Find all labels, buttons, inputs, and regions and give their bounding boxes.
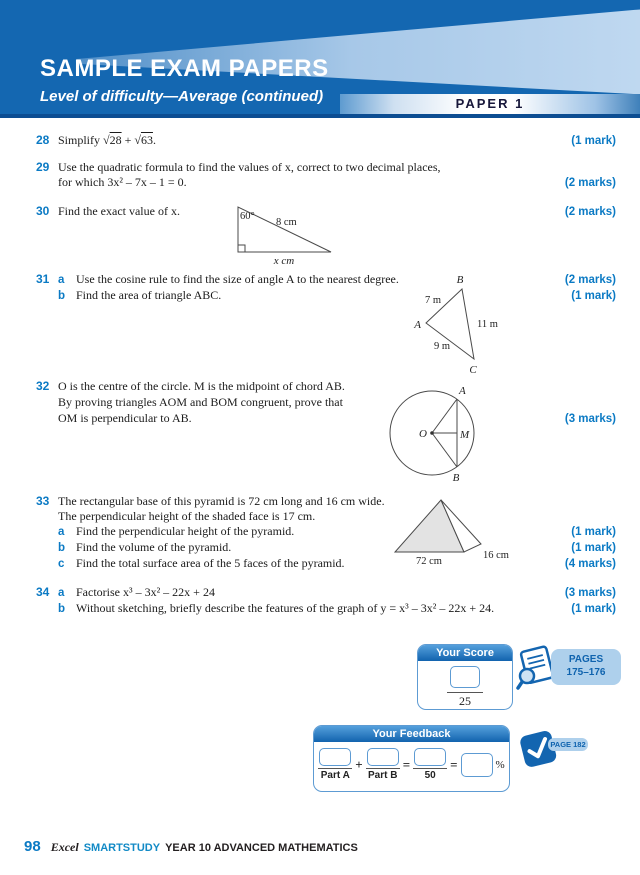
paper-label: PAPER 1 [455, 96, 525, 111]
part-letter: b [58, 603, 66, 615]
question-row [36, 394, 616, 410]
marks: (4 marks) [564, 558, 616, 570]
your-score-box [417, 644, 513, 710]
part-a-fraction [318, 748, 352, 781]
marks: (2 marks) [564, 177, 616, 189]
question-text: Find the area of triangle ABC. [76, 288, 222, 302]
centre-o-label: O [419, 428, 427, 440]
part-letter: a [58, 587, 65, 599]
centre-dot [430, 431, 434, 435]
marks: (1 mark) [571, 526, 616, 538]
percent-entry-box [461, 753, 493, 777]
page-title: SAMPLE EXAM PAPERS [40, 55, 329, 82]
radicand: 63 [140, 133, 153, 147]
text-segment: + √ [121, 133, 141, 147]
question-text: for which 3x² – 7x – 1 = 0. [58, 175, 187, 189]
fraction-bar [318, 768, 352, 769]
pages-reference-badge [551, 649, 621, 685]
total-denominator: 50 [424, 770, 436, 781]
radicand: 28 [109, 133, 122, 147]
question-text: Without sketching, briefly describe the features of the graph of y = x³ – 3x² – 22x + 24. [76, 601, 495, 615]
marks: (1 mark) [571, 542, 616, 554]
question-text: OM is perpendicular to AB. [58, 411, 192, 425]
side-ab-label: 7 m [424, 295, 441, 306]
score-box-header: Your Score [418, 645, 512, 661]
brand-excel: Excel [50, 840, 79, 854]
question-row [36, 288, 616, 304]
vertex-a-label: A [414, 319, 421, 331]
question-row [36, 378, 616, 394]
score-entry-box [450, 666, 480, 688]
question-text: By proving triangles AOM and BOM congruent, prove that [58, 395, 343, 409]
score-denominator: 25 [459, 694, 471, 708]
pyramid-diagram [386, 494, 521, 572]
question-text: The rectangular base of this pyramid is 72 cm long and 16 cm wide. [58, 494, 385, 508]
header-divider [0, 114, 640, 118]
question-28 [36, 133, 616, 149]
question-29 [36, 160, 616, 191]
part-letter: b [58, 290, 66, 302]
radius-oa [432, 399, 457, 433]
marks: (3 marks) [564, 413, 616, 425]
series-title: YEAR 10 ADVANCED MATHEMATICS [165, 842, 358, 854]
your-feedback-box [313, 725, 510, 792]
question-text: Find the exact value of x. [58, 204, 180, 218]
question-row [36, 160, 616, 175]
total-entry-box [414, 748, 446, 766]
question-row [36, 540, 616, 556]
part-letter: a [58, 526, 65, 538]
part-b-label: Part B [367, 770, 398, 781]
side-ac-label: 9 m [433, 341, 451, 352]
question-number: 33 [36, 494, 50, 508]
point-b-label: B [452, 472, 460, 484]
question-text [58, 133, 563, 148]
marks: (1 mark) [571, 135, 616, 147]
question-number: 32 [36, 379, 50, 393]
midpoint-m-label: M [460, 429, 470, 441]
triangle-abc-diagram [398, 272, 513, 380]
total-fraction [413, 748, 447, 781]
question-row [36, 509, 616, 524]
brand-smartstudy: SMARTSTUDY [83, 842, 161, 854]
question-row [36, 524, 616, 540]
page-subtitle: Level of difficulty—Average (continued) [40, 88, 324, 105]
part-letter: c [58, 558, 65, 570]
question-text: O is the centre of the circle. M is the midpoint of chord AB. [58, 379, 345, 393]
question-number: 31 [36, 272, 50, 286]
question-number: 28 [36, 133, 50, 147]
question-row [36, 494, 616, 509]
part-letter: a [58, 274, 65, 286]
question-33 [36, 494, 616, 572]
feedback-box-header: Your Feedback [314, 726, 509, 742]
question-number: 29 [36, 160, 50, 174]
question-text: Find the perpendicular height of the pyramid. [76, 524, 295, 538]
text-segment: . [152, 133, 156, 147]
question-row [36, 133, 616, 149]
percent-sign: % [495, 758, 505, 771]
vertex-c-label: C [469, 364, 477, 376]
angle-label: 60° [240, 211, 255, 222]
question-text: The perpendicular height of the shaded face is 17 cm. [58, 509, 316, 523]
paper-band [340, 94, 640, 114]
base-length-label: 72 cm [416, 556, 442, 567]
part-b-entry-box [367, 748, 399, 766]
circle-chord-diagram [386, 383, 501, 488]
text-segment: Simplify √ [58, 133, 110, 147]
fraction-bar [413, 768, 447, 769]
question-number: 34 [36, 585, 50, 599]
part-letter: b [58, 542, 66, 554]
question-text: Use the quadratic formula to find the values of x, correct to two decimal places, [58, 160, 441, 174]
question-text: Find the total surface area of the 5 faces of the pyramid. [76, 556, 345, 570]
right-triangle-diagram [214, 198, 344, 268]
vertex-b-label: B [456, 274, 464, 286]
marks: (3 marks) [564, 587, 616, 599]
equals-operator: = [402, 756, 411, 772]
marks: (1 mark) [571, 290, 616, 302]
point-a-label: A [459, 385, 466, 397]
question-row [36, 272, 616, 288]
plus-operator: + [355, 756, 363, 772]
marks: (2 marks) [564, 206, 616, 218]
page-reference-badge: PAGE 182 [548, 738, 588, 751]
pages-badge-line1: PAGES [568, 654, 604, 665]
question-row [36, 410, 616, 427]
question-31 [36, 272, 616, 304]
question-32 [36, 378, 616, 427]
right-angle-marker [238, 245, 245, 252]
page-number: 98 [24, 838, 41, 855]
hypotenuse-label: 8 cm [276, 217, 297, 228]
question-row [36, 601, 616, 617]
pages-badge-line2: 175–176 [566, 667, 606, 678]
question-number: 30 [36, 204, 50, 218]
question-row [36, 585, 616, 601]
question-row [36, 175, 616, 191]
base-width-label: 16 cm [483, 550, 509, 561]
page-header [0, 0, 640, 118]
feedback-formula-row [314, 742, 509, 781]
marks: (1 mark) [571, 603, 616, 615]
part-a-entry-box [319, 748, 351, 766]
question-text: Use the cosine rule to find the size of angle A to the nearest degree. [76, 272, 399, 286]
marks: (2 marks) [564, 274, 616, 286]
fraction-bar [366, 768, 400, 769]
question-text: Find the volume of the pyramid. [76, 540, 232, 554]
score-box-body [418, 661, 512, 709]
equals-operator: = [450, 756, 458, 772]
fraction-bar [447, 692, 483, 693]
question-row [36, 556, 616, 572]
question-text: Factorise x³ – 3x² – 22x + 24 [76, 585, 215, 599]
radius-ob [432, 433, 457, 467]
side-bc-label: 11 m [477, 319, 498, 330]
part-b-fraction [366, 748, 400, 781]
base-label: x cm [273, 255, 295, 267]
part-a-label: Part A [320, 770, 350, 781]
page-footer [24, 838, 358, 855]
question-34 [36, 585, 616, 617]
